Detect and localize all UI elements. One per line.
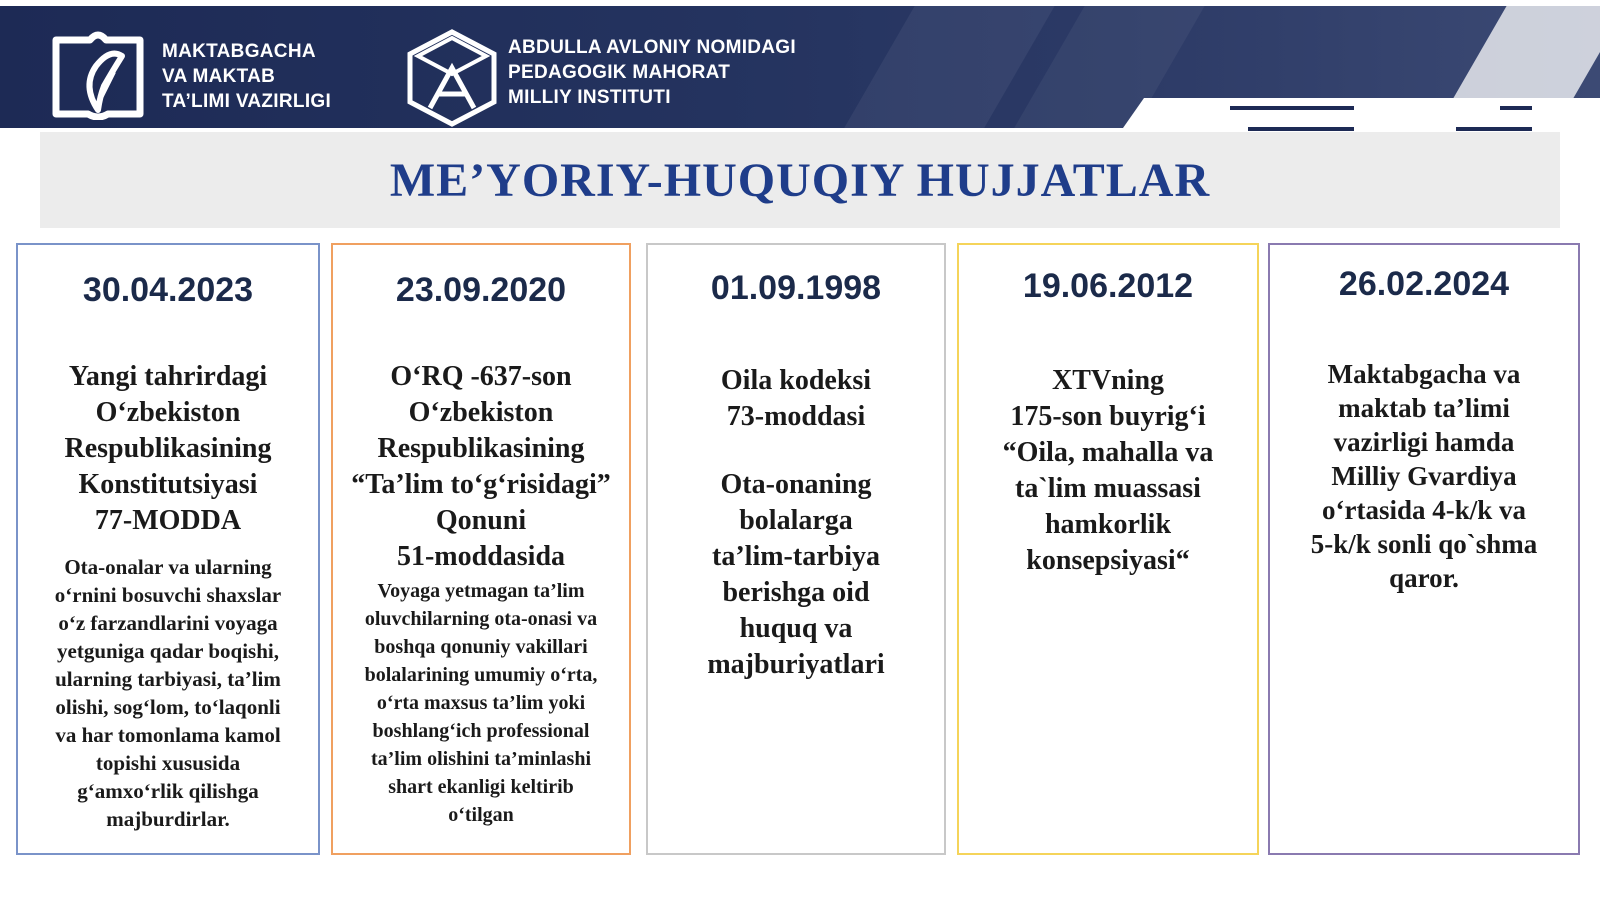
title-bar [40, 132, 1560, 228]
decor-line [1500, 106, 1532, 110]
header-decor [1116, 98, 1600, 128]
decor-line [1248, 127, 1354, 131]
institute-name: ABDULLA AVLONIY NOMIDAGI PEDAGOGIK MAHORAT MILLIY INSTITUTI [508, 37, 796, 108]
ministry-name: MAKTABGACHA VA MAKTAB TA’LIMI VAZIRLIGI [162, 41, 332, 112]
page-title: ME’YORIY-HUQUQIY HUJJATLAR [389, 153, 1211, 207]
card-date: 19.06.2012 [1022, 267, 1194, 305]
decor-line [1230, 106, 1354, 110]
document-card-3 [646, 243, 946, 855]
document-card-2 [331, 243, 631, 855]
ministry-logo-icon [52, 26, 144, 120]
card-main-text: Maktabgacha va maktab ta’limi vazirligi hamda Milliy Gvardiya o‘rtasida 4-k/k va 5-k/k sonli qo`shma qaror. [1310, 359, 1538, 593]
institute-logo-icon [406, 28, 498, 128]
card-main-text: Yangi tahrirdagi O‘zbekiston Respublikasining Konstitutsiyasi 77-MODDA [64, 361, 272, 536]
document-card-5 [1268, 243, 1580, 855]
card-main-text: O‘RQ -637-son O‘zbekiston Respublikasining “Ta’lim to‘g‘risidagi” Qonuni 51-moddasida [351, 361, 611, 572]
card-date: 26.02.2024 [1338, 265, 1510, 303]
card-date: 23.09.2020 [395, 271, 567, 309]
document-card-4 [957, 243, 1259, 855]
card-date: 30.04.2023 [82, 271, 254, 309]
card-main-text: Oila kodeksi 73-moddasi [720, 365, 872, 432]
card-date: 01.09.1998 [710, 269, 882, 307]
card-description: Voyaga yetmagan ta’lim oluvchilarning ota-onasi va boshqa qonuniy vakillari bolalarining umumiy o‘rta, o‘rta maxsus ta’lim yoki boshlang‘ich professional ta’lim olishini ta’minlashi shart ekanligi keltirib o‘tilgan [364, 580, 598, 826]
card-description: Ota-onalar va ularning o‘rnini bosuvchi shaxslar o‘z farzandlarini voyaga yetguniga qadar boqishi, ularning tarbiyasi, ta’lim olishi, sog‘lom, to‘laqonli va har tomonlama kamol topishi xususida g‘amxo‘rlik qilishga majburdirlar. [54, 555, 282, 831]
header-decor [1453, 6, 1600, 98]
header-banner [0, 6, 1600, 128]
card-main-text: XTVning 175-son buyrig‘i “Oila, mahalla va ta`lim muassasi hamkorlik konsepsiyasi“ [1002, 365, 1214, 576]
document-card-1 [16, 243, 320, 855]
decor-line [1456, 127, 1532, 131]
card-description: Ota-onaning bolalarga ta’lim-tarbiya berishga oid huquq va majburiyatlari [707, 469, 885, 680]
